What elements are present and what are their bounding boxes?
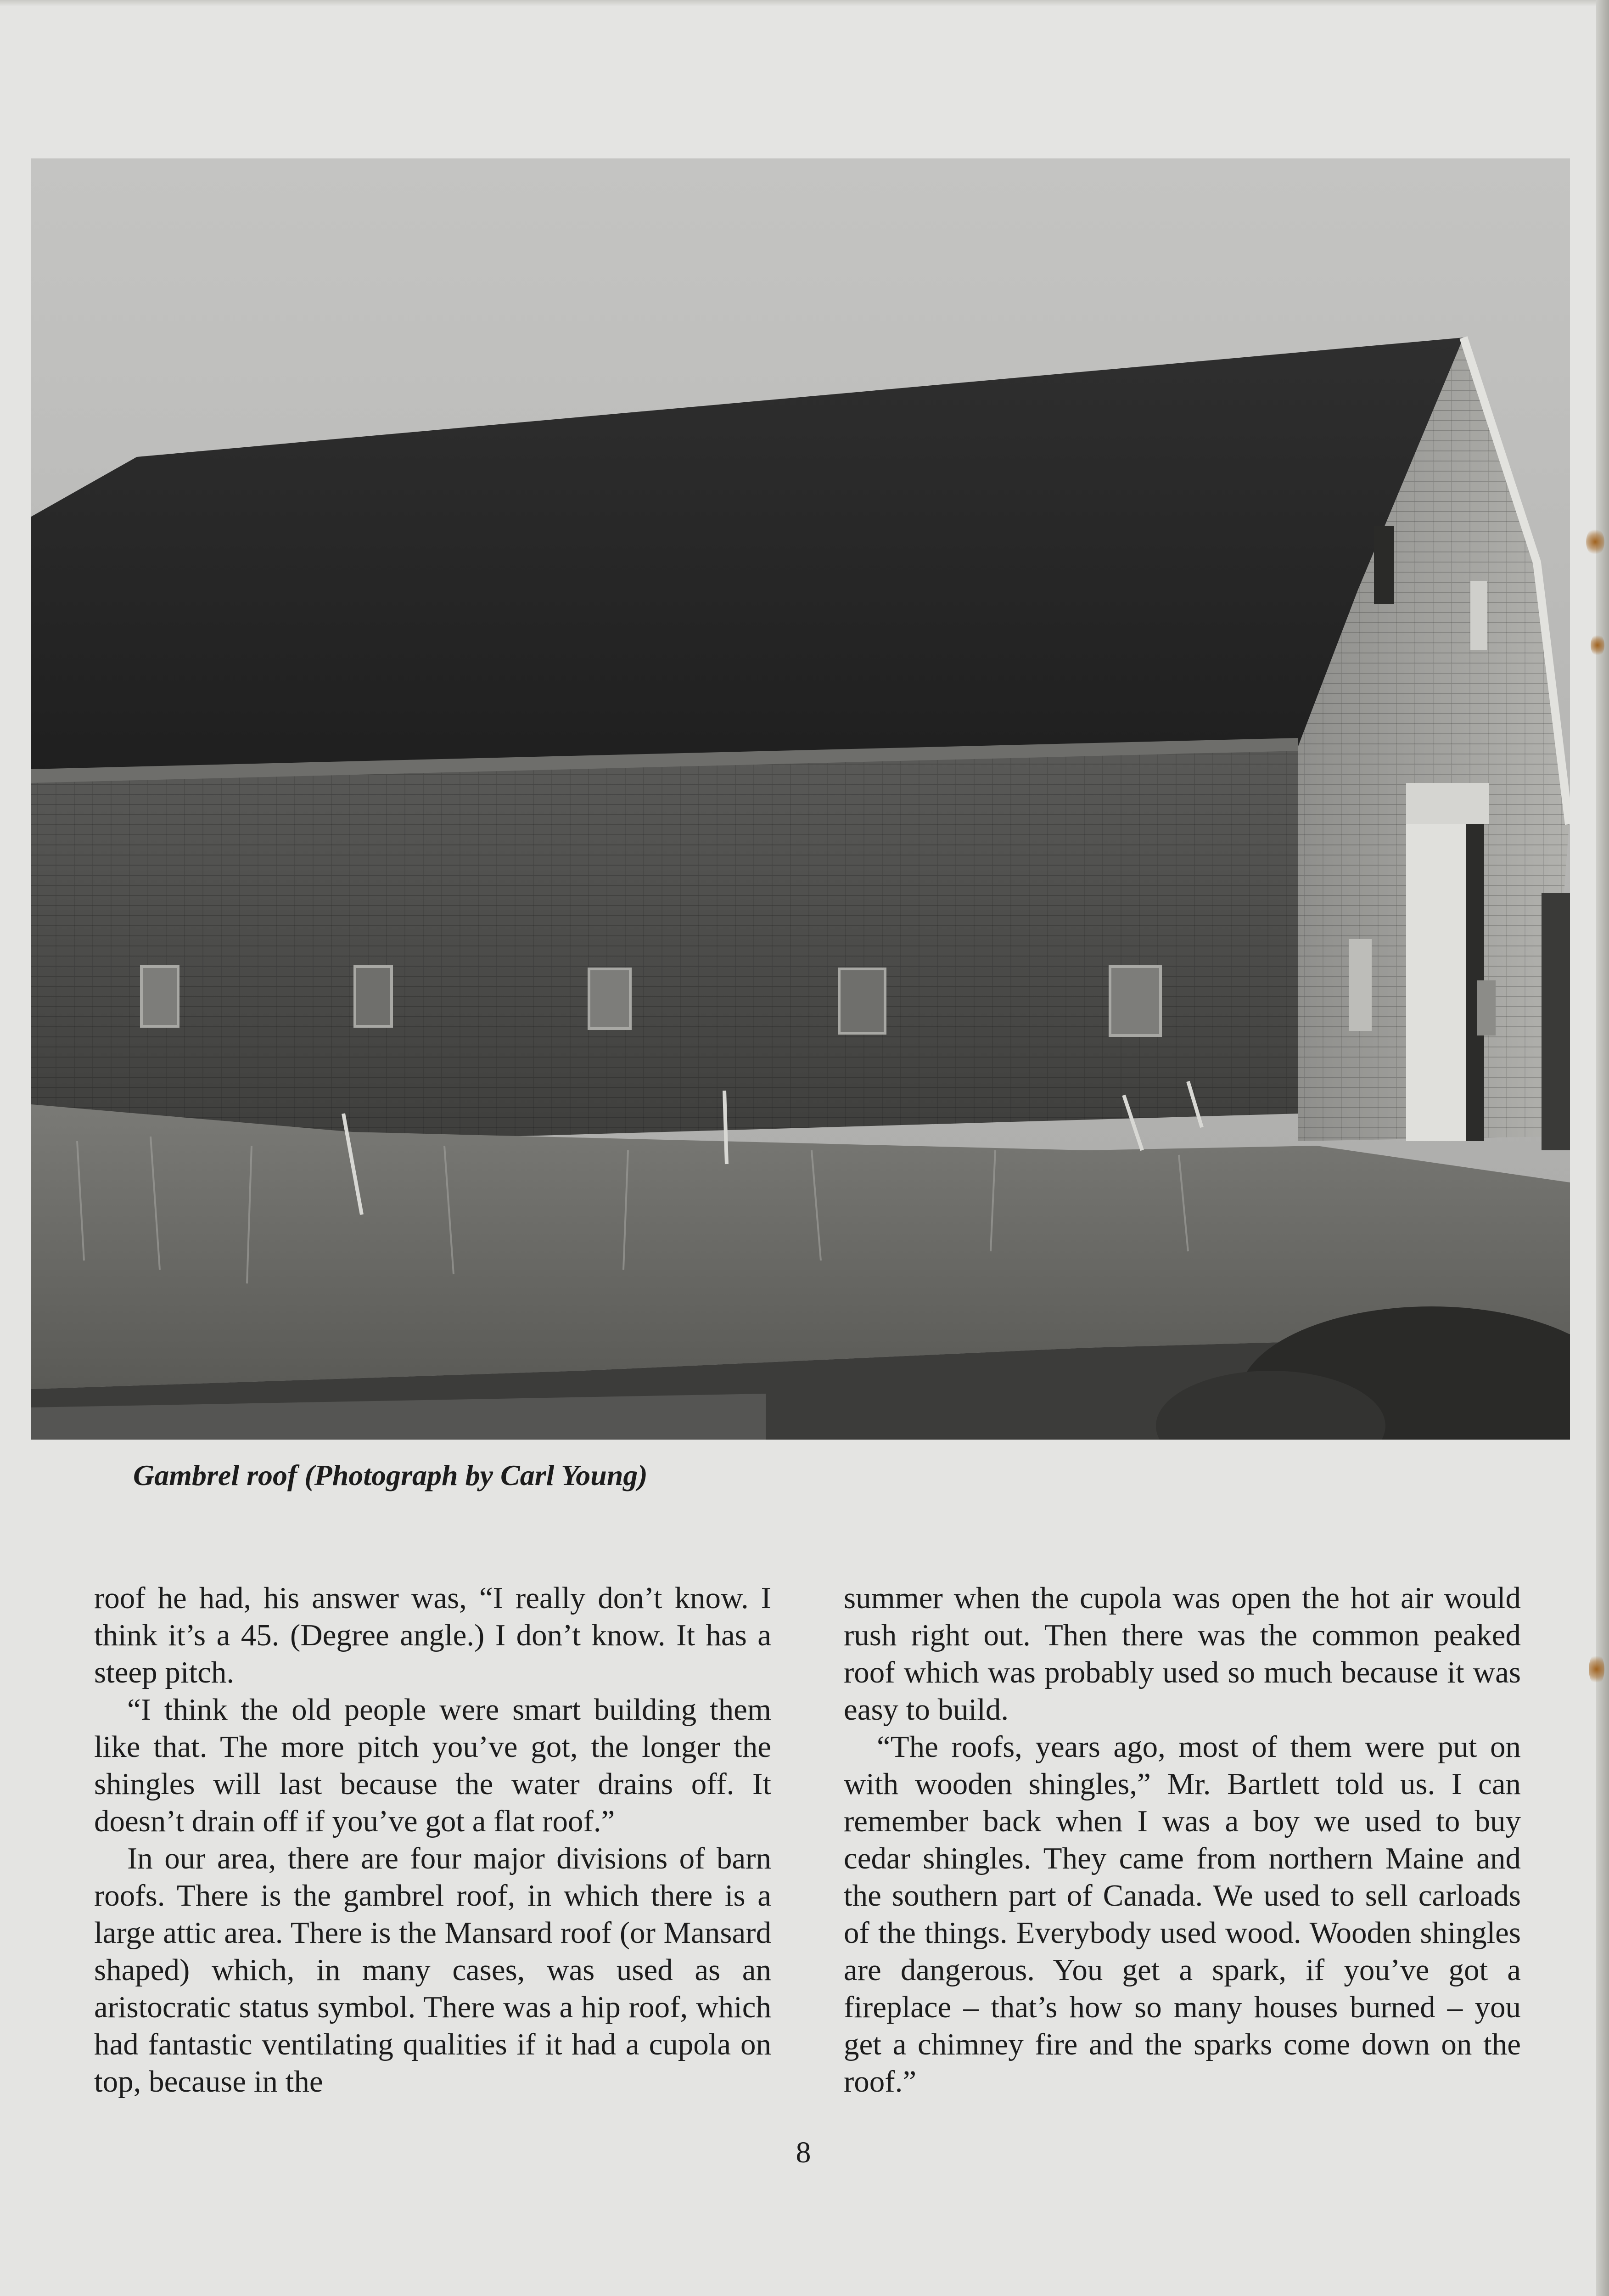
foxing-stain (1589, 1653, 1604, 1685)
paragraph: “I think the old people were smart building them like that. The more pitch you’ve got, the longer the shingles will last because the water drains off. It doesn’t drain off if you’ve got a flat roof.” (94, 1693, 771, 1838)
photo-caption: Gambrel roof (Photograph by Carl Young) (133, 1459, 648, 1491)
page-right-edge (1596, 0, 1609, 2296)
page-number: 8 (796, 2136, 811, 2169)
paragraph: In our area, there are four major divisions of barn roofs. There is the gambrel roof, in which there is a large attic area. There is the Mansard roof (or Mansard shaped) which, in many cases, was used as an aristocratic status symbol. There was a hip roof, which had fantastic ventilating qualities if it had a cupola on top, because in the (94, 1841, 771, 2099)
paragraph: “The roofs, years ago, most of them were put on with wooden shingles,” Mr. Bartlett told us. I can remember back when I was a boy we used to buy cedar shingles. They came from northern Maine and the southern part of Canada. We used to sell carloads of the things. Everybody used wood. Wooden shingles are dangerous. You get a spark, if you’ve got a fireplace – that’s how so many houses burned – you get a chimney fire and the sparks come down on the roof.” (844, 1730, 1521, 2099)
foxing-stain (1591, 634, 1604, 657)
barn-photograph (31, 158, 1570, 1440)
text-column-left (94, 1580, 771, 2100)
text-column-right (844, 1580, 1521, 2100)
paragraph: roof he had, his answer was, “I really don’t know. I think it’s a 45. (Degree angle.) I don’t know. It has a steep pitch. (94, 1581, 771, 1689)
paragraph: summer when the cupola was open the hot air would rush right out. Then there was the common peaked roof which was probably used so much because it was easy to build. (844, 1581, 1521, 1727)
foxing-stain (1586, 528, 1604, 556)
page-top-edge (0, 0, 1609, 6)
